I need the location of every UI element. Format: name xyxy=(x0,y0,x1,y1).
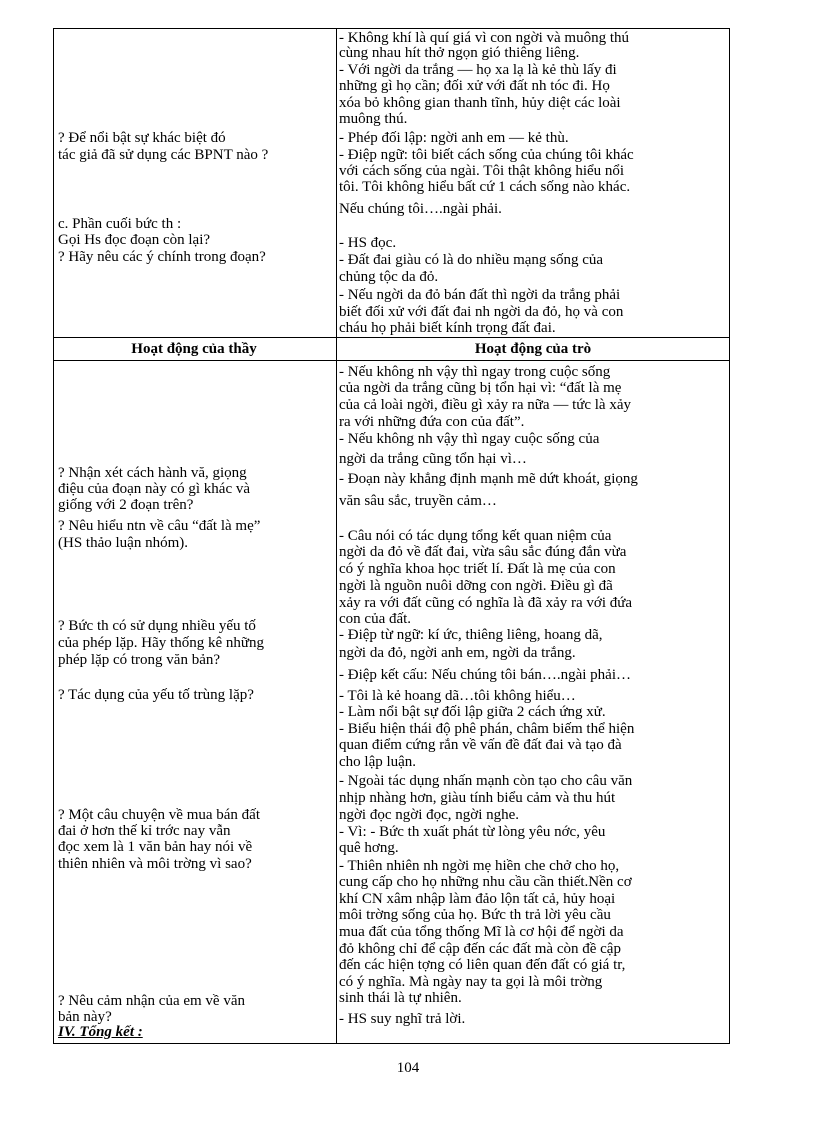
page-number: 104 xyxy=(396,1060,420,1076)
row-divider-top xyxy=(54,337,729,338)
bottom-right-line: - Ngoài tác dụng nhấn mạnh còn tạo cho câu văn xyxy=(339,773,633,789)
bottom-right-line: - Thiên nhiên nh ngời mẹ hiền che chở cho họ, xyxy=(339,858,620,874)
question-meaning-line1: ? Nêu hiểu ntn về câu “đất là mẹ” xyxy=(58,518,261,534)
top-right-line: - Điệp ngữ: tôi biết cách sống của chúng tôi khác xyxy=(339,147,634,163)
bottom-right-line: ngời da đỏ, ngời anh em, ngời da trắng. xyxy=(339,645,576,661)
bottom-right-line: cho lập luận. xyxy=(339,754,417,770)
column-divider xyxy=(336,29,337,1043)
question-repeat-line3: phép lặp có trong văn bản? xyxy=(58,652,221,668)
summary-heading: IV. Tổng kết : xyxy=(58,1024,143,1040)
question-bpnt-line1: ? Để nổi bật sự khác biệt đó xyxy=(58,130,226,146)
part-c-question: ? Hãy nêu các ý chính trong đoạn? xyxy=(58,249,266,265)
question-style-line1: ? Nhận xét cách hành vă, giọng xyxy=(58,465,247,481)
bottom-right-line: cung cấp cho họ những nhu cầu cần thiết.Nền cơ xyxy=(339,874,632,890)
question-feel-line2: bản này? xyxy=(58,1009,112,1025)
question-bpnt-line2: tác giả đã sử dụng các BPNT nào ? xyxy=(58,147,269,163)
question-effect: ? Tác dụng của yếu tố trùng lặp? xyxy=(58,687,254,703)
question-style-line3: giống với 2 đoạn trên? xyxy=(58,497,194,513)
question-style-line2: điệu của đoạn này có gì khác và xyxy=(58,481,251,497)
bottom-right-line: - Biểu hiện thái độ phê phán, châm biếm thể hiện xyxy=(339,721,635,737)
top-right-line: chủng tộc da đỏ. xyxy=(339,269,439,285)
bottom-right-line: ngời đọc ngời đọc, ngời nghe. xyxy=(339,807,520,823)
question-repeat-line2: của phép lặp. Hãy thống kê những xyxy=(58,635,264,651)
bottom-right-line: - Điệp kết cấu: Nếu chúng tôi bán….ngài phải… xyxy=(339,667,632,683)
header-student: Hoạt động của trò xyxy=(474,341,592,357)
bottom-right-line: nhịp nhàng hơn, giàu tính biểu cảm và thu hút xyxy=(339,790,616,806)
top-right-line: - Phép đối lập: ngời anh em — kẻ thù. xyxy=(339,130,569,146)
top-right-line: - Với ngời da trắng — họ xa lạ là kẻ thù lấy đi xyxy=(339,62,617,78)
bottom-right-line: mua đất của tổng thống Mĩ là cơ hội để ngời da xyxy=(339,924,624,940)
bottom-right-line: văn sâu sắc, truyền cảm… xyxy=(339,493,497,509)
top-right-line: Nếu chúng tôi….ngài phải. xyxy=(339,201,502,217)
top-right-line: - HS đọc. xyxy=(339,235,397,251)
bottom-right-line: quê hơng. xyxy=(339,840,399,856)
top-right-line: muông thú. xyxy=(339,111,408,127)
question-repeat-line1: ? Bức th có sử dụng nhiều yếu tố xyxy=(58,618,256,634)
bottom-right-line: khí CN xâm nhập làm đảo lộn tất cả, hủy hoại xyxy=(339,891,616,907)
header-teacher: Hoạt động của thầy xyxy=(131,341,257,357)
bottom-right-line: ngời là nguồn nuôi dỡng con ngời. Điều gì đã xyxy=(339,578,613,594)
bottom-right-line: - Đoạn này khẳng định mạnh mẽ dứt khoát, giọng xyxy=(339,471,638,487)
bottom-right-line: - HS suy nghĩ trả lời. xyxy=(339,1011,466,1027)
bottom-right-line: xảy ra với đất cũng có nghĩa là đã xảy ra với đứa xyxy=(339,595,633,611)
bottom-right-line: - Câu nói có tác dụng tổng kết quan niệm của xyxy=(339,528,612,544)
top-right-line: cháu họ phải biết kính trọng đất đai. xyxy=(339,320,556,336)
bottom-right-line: ngời da trắng cũng tổn hại vì… xyxy=(339,451,527,467)
part-c-title: c. Phần cuối bức th : xyxy=(58,216,182,232)
bottom-right-line: của cả loài ngời, điều gì xảy ra nữa — tức là xảy xyxy=(339,397,632,413)
bottom-right-line: có ý nghĩa. Mà ngày nay ta gọi là môi trờng xyxy=(339,974,603,990)
bottom-right-line: của ngời da trắng cũng bị tổn hại vì: “đất là mẹ xyxy=(339,380,622,396)
question-feel-line1: ? Nêu cảm nhận của em về văn xyxy=(58,993,245,1009)
top-right-line: cùng nhau hít thở ngọn gió thiêng liêng. xyxy=(339,45,580,61)
top-right-line: - Đất đai giàu có là do nhiều mạng sống của xyxy=(339,252,604,268)
part-c-read: Gọi Hs đọc đoạn còn lại? xyxy=(58,232,211,248)
top-right-line: với cách sống của ngài. Tôi thật không hiểu nổi xyxy=(339,163,625,179)
top-right-line: xóa bỏ không gian thanh tĩnh, hủy diệt các loài xyxy=(339,95,621,111)
bottom-right-line: ngời da đỏ về đất đai, vừa sâu sắc đúng đắn vừa xyxy=(339,544,627,560)
bottom-right-line: - Vì: - Bức th xuất phát từ lòng yêu nớc, yêu xyxy=(339,824,606,840)
bottom-right-line: môi trờng sống của họ. Bức th trả lời yêu cầu xyxy=(339,907,611,923)
bottom-right-line: - Nếu không nh vậy thì ngay cuộc sống của xyxy=(339,431,600,447)
bottom-right-line: - Nếu không nh vậy thì ngay trong cuộc sống xyxy=(339,364,611,380)
top-right-line: tôi. Tôi không hiểu bất cứ 1 cách sống nào khác. xyxy=(339,179,631,195)
bottom-right-line: đỏ không chỉ để cập đến các đất mà còn đề cập xyxy=(339,941,621,957)
question-story-line2: đai ở hơn thế kỉ trớc nay vẫn xyxy=(58,823,231,839)
bottom-right-line: quan điểm cứng rắn về vấn đề đất đai và tạo đà xyxy=(339,737,622,753)
row-divider-header xyxy=(54,360,729,361)
bottom-right-line: ra với những đứa con của đất”. xyxy=(339,414,525,430)
bottom-right-line: có ý nghĩa khoa học triết lí. Đất là mẹ của con xyxy=(339,561,616,577)
bottom-right-line: đến các hiện tợng có liên quan đến đất có giá tr, xyxy=(339,957,626,973)
bottom-right-line: sinh thái là tự nhiên. xyxy=(339,990,462,1006)
bottom-right-line: - Điệp từ ngữ: kí ức, thiêng liêng, hoang dã, xyxy=(339,627,603,643)
top-right-line: - Nếu ngời da đỏ bán đất thì ngời da trắng phải xyxy=(339,287,621,303)
bottom-right-line: - Tôi là kẻ hoang dã…tôi không hiểu… xyxy=(339,688,576,704)
top-right-line: biết đối xử với đất đai nh ngời da đỏ, họ và con xyxy=(339,304,624,320)
top-right-line: - Không khí là quí giá vì con ngời và muông thú xyxy=(339,30,629,46)
question-story-line3: đọc xem là 1 văn bản hay nói về xyxy=(58,839,253,855)
top-right-line: những gì họ cần; đối xử với đất nh tóc đi. Họ xyxy=(339,78,610,94)
question-meaning-line2: (HS thảo luận nhóm). xyxy=(58,535,188,551)
bottom-right-line: - Làm nổi bật sự đối lập giữa 2 cách ứng xử. xyxy=(339,704,606,720)
question-story-line1: ? Một câu chuyện về mua bán đất xyxy=(58,807,261,823)
bottom-right-line: con của đất. xyxy=(339,611,412,627)
question-story-line4: thiên nhiên và môi trờng vì sao? xyxy=(58,856,252,872)
